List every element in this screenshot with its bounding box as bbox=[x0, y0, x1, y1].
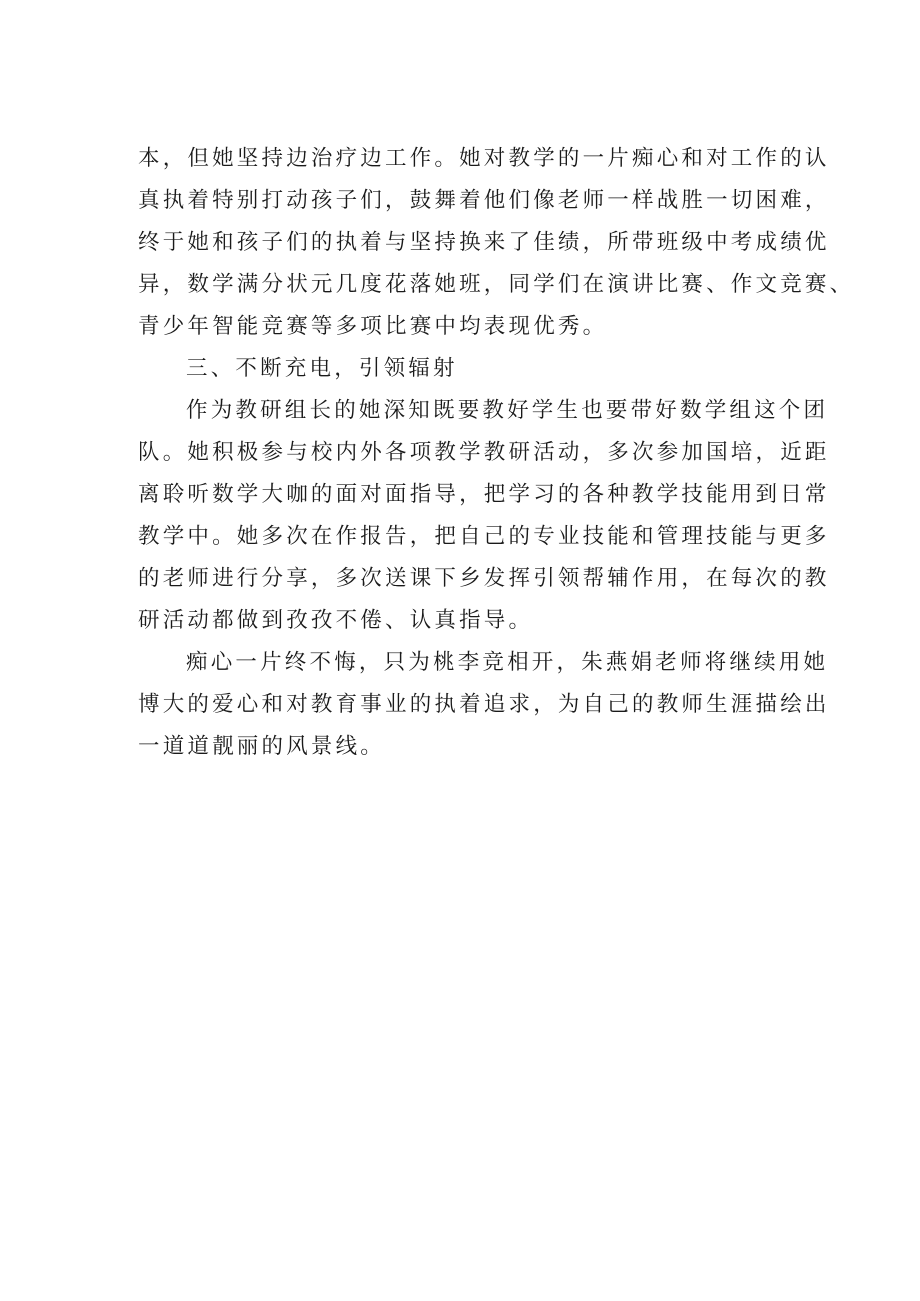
paragraph-line: 青少年智能竞赛等多项比赛中均表现优秀。 bbox=[138, 314, 608, 339]
paragraph-line: 离聆听数学大咖的面对面指导，把学习的各种教学技能用到日常 bbox=[138, 482, 830, 507]
paragraph-line: 真执着特别打动孩子们，鼓舞着他们像老师一样战胜一切困难， bbox=[138, 188, 830, 213]
paragraph-line: 队。她积极参与校内外各项教学教研活动，多次参加国培，近距 bbox=[138, 440, 830, 465]
paragraph-line: 本，但她坚持边治疗边工作。她对教学的一片痴心和对工作的认 bbox=[138, 146, 830, 171]
paragraph-line: 终于她和孩子们的执着与坚持换来了佳绩，所带班级中考成绩优 bbox=[138, 230, 830, 255]
paragraph-line: 异，数学满分状元几度花落她班，同学们在演讲比赛、作文竞赛、 bbox=[138, 272, 855, 297]
paragraph-line: 博大的爱心和对教育事业的执着追求，为自己的教师生涯描绘出 bbox=[138, 692, 830, 717]
paragraph-line: 教学中。她多次在作报告，把自己的专业技能和管理技能与更多 bbox=[138, 524, 830, 549]
paragraph-line: 作为教研组长的她深知既要教好学生也要带好数学组这个团 bbox=[186, 398, 829, 423]
document-body bbox=[138, 138, 855, 768]
paragraph-line: 研活动都做到孜孜不倦、认真指导。 bbox=[138, 608, 534, 633]
paragraph-line: 一道道靓丽的风景线。 bbox=[138, 734, 386, 759]
section-heading: 三、不断充电，引领辐射 bbox=[186, 356, 458, 381]
paragraph-line: 痴心一片终不悔，只为桃李竞相开，朱燕娟老师将继续用她 bbox=[186, 650, 829, 675]
paragraph-line: 的老师进行分享，多次送课下乡发挥引领帮辅作用，在每次的教 bbox=[138, 566, 830, 591]
